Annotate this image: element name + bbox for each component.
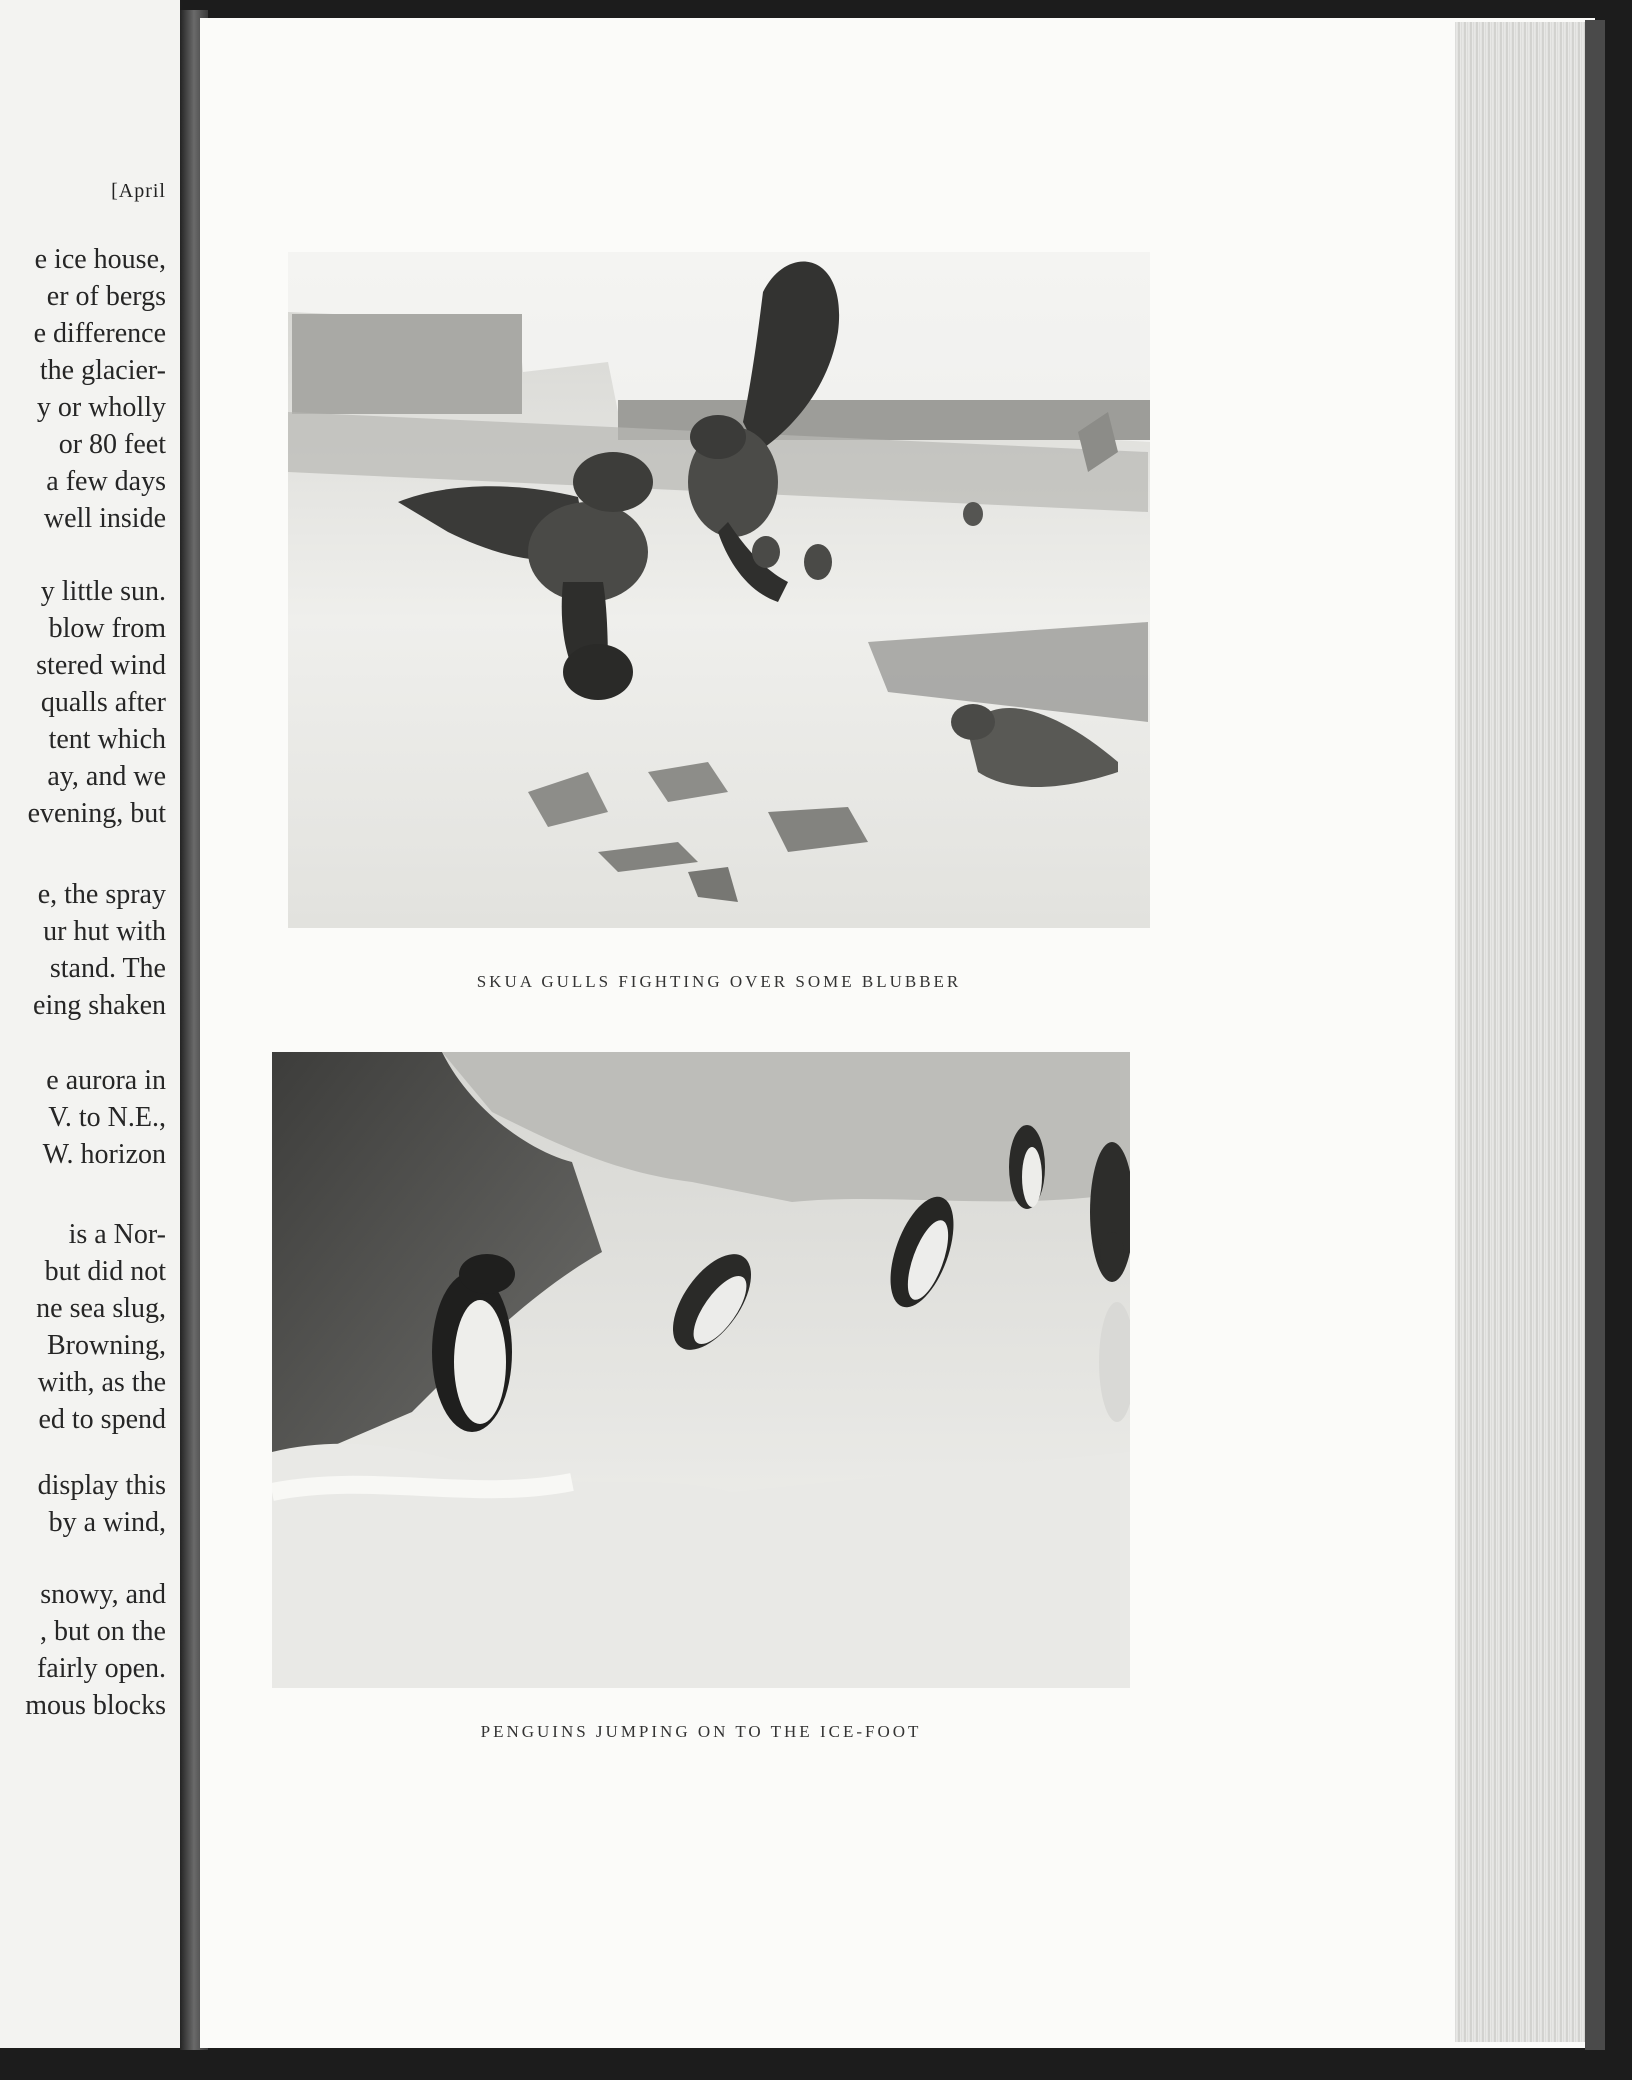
text-line: fairly open. xyxy=(36,1653,166,1684)
text-line: e aurora in xyxy=(46,1065,166,1096)
text-line: y or wholly xyxy=(36,392,166,423)
text-line: well inside xyxy=(43,503,166,534)
text-line: eing shaken xyxy=(33,990,166,1021)
text-line: ur hut with xyxy=(43,916,166,947)
page-edges xyxy=(1455,22,1585,2042)
text-line: ne sea slug, xyxy=(36,1293,166,1324)
text-line: display this xyxy=(37,1470,166,1501)
text-line: Browning, xyxy=(47,1330,166,1361)
text-line: blow from xyxy=(48,613,166,644)
text-line: a few days xyxy=(46,466,166,497)
caption-skua-gulls: SKUA GULLS FIGHTING OVER SOME BLUBBER xyxy=(476,972,962,991)
text-line: e, the spray xyxy=(37,879,166,910)
penguins-illustration xyxy=(272,1052,1130,1688)
photo-skua-gulls xyxy=(288,252,1150,928)
left-page xyxy=(0,0,180,2048)
text-line: qualls after xyxy=(40,687,166,718)
text-line: y little sun. xyxy=(40,576,166,607)
book-cover-edge xyxy=(1585,20,1605,2050)
text-line: but did not xyxy=(44,1256,166,1287)
text-line: with, as the xyxy=(37,1367,166,1398)
running-header: [April xyxy=(111,180,166,202)
skua-gulls-illustration xyxy=(288,252,1150,928)
text-line: W. horizon xyxy=(42,1139,166,1170)
text-line: evening, but xyxy=(27,798,166,829)
text-line: e difference xyxy=(33,318,166,349)
photo-penguins xyxy=(272,1052,1130,1688)
text-line: , but on the xyxy=(40,1616,166,1647)
text-line: tent which xyxy=(48,724,166,755)
text-line: stand. The xyxy=(49,953,166,984)
text-line: ay, and we xyxy=(47,761,166,792)
text-line: is a Nor- xyxy=(68,1219,166,1250)
caption-penguins: PENGUINS JUMPING ON TO THE ICE-FOOT xyxy=(480,1722,922,1741)
text-line: V. to N.E., xyxy=(48,1102,166,1133)
text-line: or 80 feet xyxy=(58,429,166,460)
text-line: ed to spend xyxy=(38,1404,166,1435)
text-line: stered wind xyxy=(36,650,166,681)
text-line: by a wind, xyxy=(48,1507,166,1538)
text-line: snowy, and xyxy=(40,1579,166,1610)
text-line: e ice house, xyxy=(34,244,166,275)
text-line: er of bergs xyxy=(46,281,166,312)
text-line: the glacier- xyxy=(39,355,166,386)
text-line: mous blocks xyxy=(25,1690,166,1721)
